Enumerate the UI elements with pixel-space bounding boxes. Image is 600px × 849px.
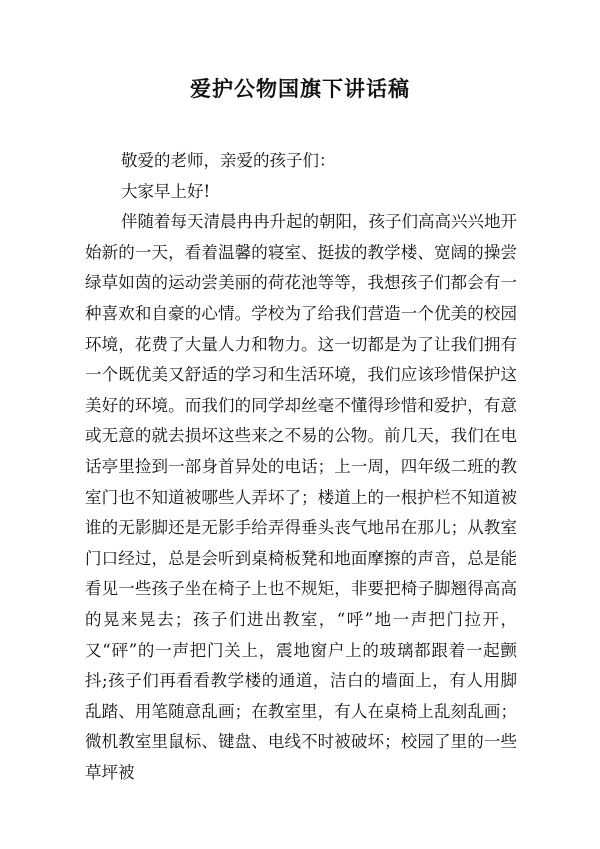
document-title: 爱护公物国旗下讲话稿 — [190, 77, 410, 101]
opening-line: 大家早上好! — [121, 181, 211, 201]
body-paragraph: 伴随着每天清晨冉冉升起的朝阳，孩子们高高兴兴地开始新的一天，看着温馨的寝室、挺拔的教学楼、宽阔的操尝绿草如茵的运动尝美丽的荷花池等等，我想孩子们都会有一种喜欢和自豪的心情。学校为了给我们营造一个优美的校园环境，花费了大量人力和物力。这一切都是为了让我们拥有一个既优美又舒适的学习和生活环境，我们应该珍惜保护这美好的环境。而我们的同学却丝毫不懂得珍惜和爱护，有意或无意的就去损坏这些来之不易的公物。前几天，我们在电话亭里捡到一部身首异处的电话；上一周，四年级二班的教室门也不知道被哪些人弄坏了；楼道上的一根护栏不知道被谁的无影脚还是无影手给弄得垂头丧气地吊在那儿；从教室门口经过，总是会听到桌椅板凳和地面摩擦的声音，总是能看见一些孩子坐在椅子上也不规矩，非要把椅子脚翘得高高的晃来晃去；孩子们进出教室，“呼”地一声把门拉开，又“砰”的一声把门关上，震地窗户上的玻璃都跟着一起颤抖;孩子们再看看教学楼的通道，洁白的墙面上，有人用脚乱踏、用笔随意乱画；在教室里，有人在桌椅上乱刻乱画；微机教室里鼠标、键盘、电线不时被破坏；校园了里的一些草坪被 — [85, 212, 517, 782]
document-body — [85, 146, 517, 788]
greeting-line: 敬爱的老师，亲爱的孩子们： — [121, 151, 336, 170]
